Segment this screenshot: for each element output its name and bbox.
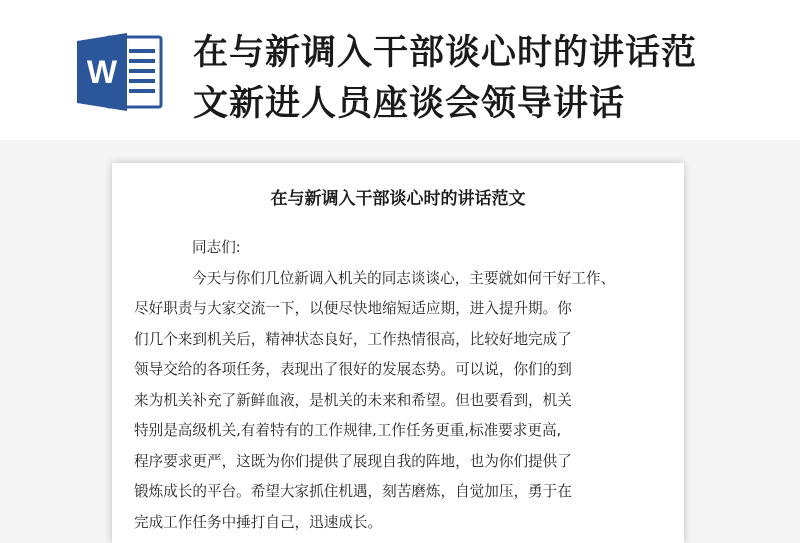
document-title: [193, 28, 783, 130]
document-page-preview: [112, 163, 684, 543]
paragraph-line: 领导交给的各项任务，表现出了很好的发展态势。可以说，你们的到: [134, 361, 572, 378]
paragraph-line: 今天与你们几位新调入机关的同志谈谈心，主要就如何干好工作、: [192, 269, 616, 287]
document-title-line: 文新进人员座谈会领导讲话: [193, 84, 626, 124]
paragraph-line: 们几个来到机关后，精神状态良好，工作热情很高，比较好地完成了: [134, 330, 572, 348]
paragraph-line: 来为机关补充了新鲜血液，是机关的未来和希望。但也要看到，机关: [134, 391, 572, 409]
document-title-line: 在与新调入干部谈心时的讲话范: [193, 33, 698, 73]
page-heading: 在与新调入干部谈心时的讲话范文: [270, 189, 526, 209]
page-body: [134, 233, 662, 538]
header-banner: [0, 0, 800, 140]
paragraph-line: 尽好职责与大家交流一下，以便尽快地缩短适应期，进入提升期。你: [134, 300, 572, 317]
word-logo-letter: W: [86, 54, 118, 90]
paragraph-line: 锻炼成长的平台。希望大家抓住机遇，刻苦磨炼，自觉加压，勇于在: [134, 483, 572, 500]
paragraph-line: 完成工作任务中捶打自己，迅速成长。: [134, 513, 383, 531]
paragraph-line: 特别是高级机关,有着特有的工作规律,工作任务更重,标准要求更高,: [134, 422, 562, 439]
paragraph-line: 程序要求更严，这既为你们提供了展现自我的阵地，也为你们提供了: [134, 452, 572, 470]
word-document-icon: [77, 31, 163, 113]
paragraph-line: 同志们:: [192, 239, 241, 256]
